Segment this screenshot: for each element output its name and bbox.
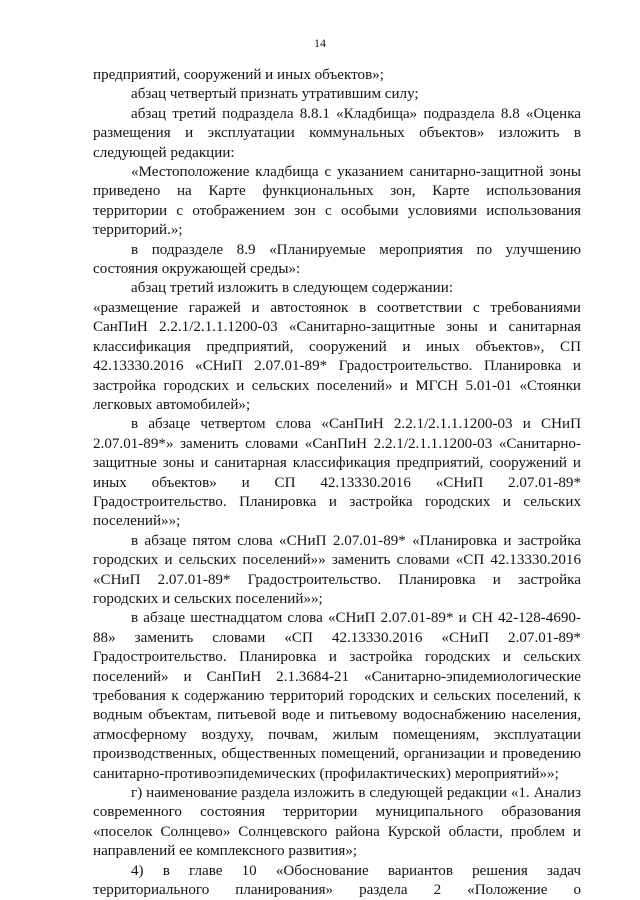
paragraph: в абзаце четвертом слова «СанПиН 2.2.1/2.1.1.1200-03 и СНиП 2.07.01-89*» заменить словами «СанПиН 2.2.1/2.1.1.1200-03 «Санитарно-защитные зоны и санитарная классификация предприятий, сооружений и иных объектов» и СП 42.13330.2016 «СНиП 2.07.01-89* Градостроительство. Планировка и застройка городских и сельских поселений»»; [93,416,581,530]
page-number: 14 [314,36,326,50]
paragraph: в абзаце шестнадцатом слова «СНиП 2.07.01-89* и СН 42-128-4690-88» заменить словами «СП 42.13330.2016 «СНиП 2.07.01-89* Градостроительство. Планировка и застройка городских и сельских поселений» и СанПиН 2.1.3684-21 «Санитарно-эпидемиологические требования к содержанию территорий городских и сельских поселений, к водным объектам, питьевой воде и питьевому водоснабжению населения, атмосферному воздуху, почвам, жилым помещениям, эксплуатации производственных, общественных помещений, организации и проведению санитарно-противоэпидемических (профилактических) мероприятий»»; [93,610,581,782]
paragraph: абзац четвертый признать утратившим силу; [131,86,419,103]
paragraph: в абзаце пятом слова «СНиП 2.07.01-89* «Планировка и застройка городских и сельских поселений»» заменить словами «СП 42.13330.2016 «СНиП 2.07.01-89* Градостроительство. Планировка и застройка городских и сельских поселений»»; [93,532,581,607]
paragraph: «размещение гаражей и автостоянок в соответствии с требованиями СанПиН 2.2.1/2.1.1.1200-03 «Санитарно-защитные зоны и санитарная классификация предприятий, сооружений и иных объектов», СП 42.13330.2016 «СНиП 2.07.01-89* Градостроительство. Планировка и застройка городских и сельских поселений» и МГСН 5.01-01 «Стоянки легковых автомобилей»; [93,299,581,413]
paragraph: г) наименование раздела изложить в следующей редакции «1. Анализ современного состояния территории муниципального образования «поселок Солнцево» Солнцевского района Курской области, проблем и направлений ее комплексного развития»; [93,785,581,860]
paragraph: в подразделе 8.9 «Планируемые мероприятия по улучшению состояния окружающей среды»: [93,241,581,278]
paragraph: предприятий, сооружений и иных объектов»; [93,67,384,83]
paragraph: абзац третий изложить в следующем содержании: [131,280,454,297]
paragraph: «Местоположение кладбища с указанием санитарно-защитной зоны приведено на Карте функциональных зон, Карте использования территории с отображением зон с особыми условиями использования территорий.»; [93,164,581,239]
paragraph: абзац третий подраздела 8.8.1 «Кладбища» подраздела 8.8 «Оценка размещения и эксплуатации коммунальных объектов» изложить в следующей редакции: [93,105,581,161]
paragraph: 4) в главе 10 «Обоснование вариантов решения задач территориального планирования» раздела 2 «Положение о [93,862,581,899]
document-body [93,66,581,900]
